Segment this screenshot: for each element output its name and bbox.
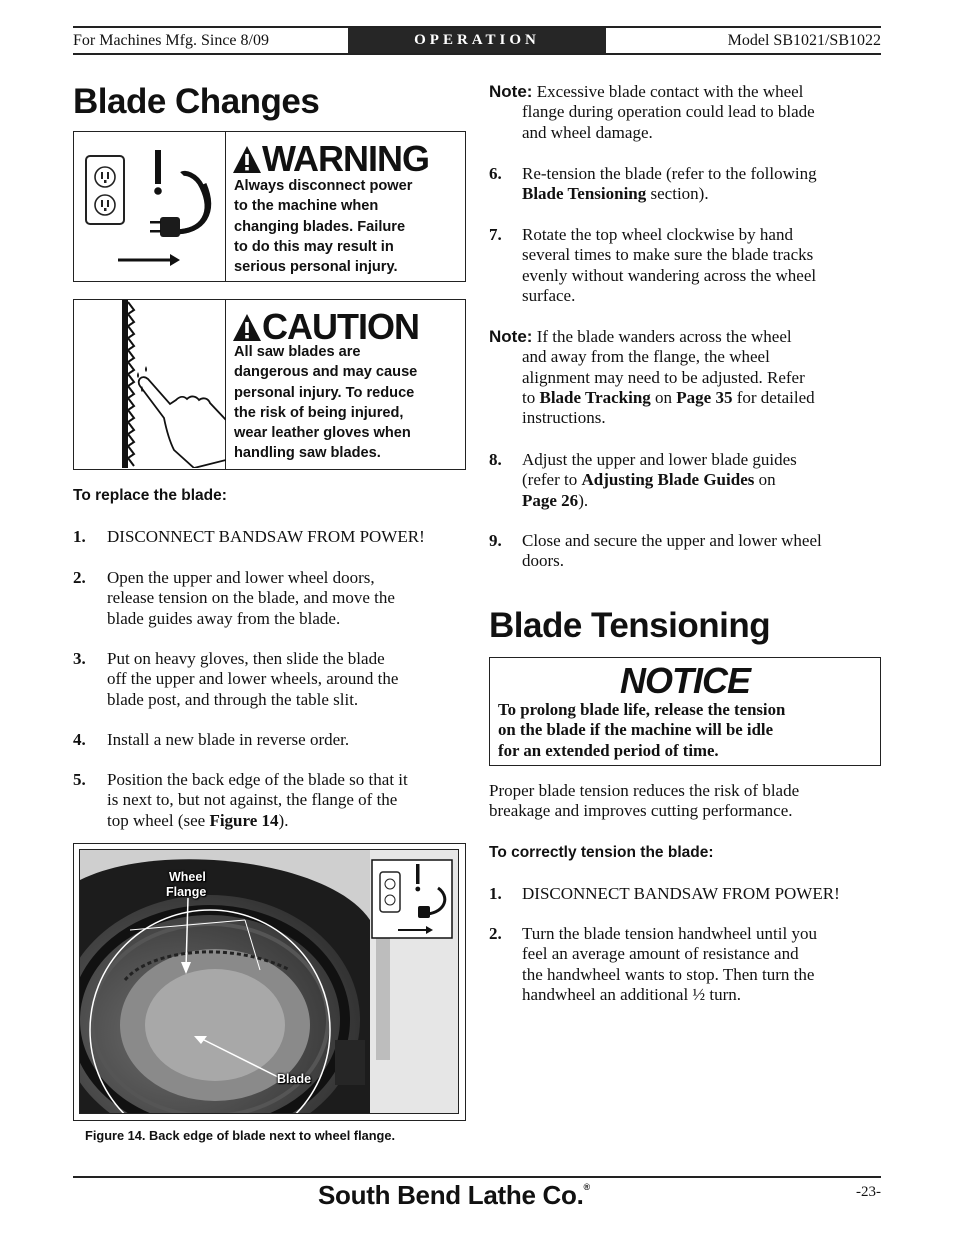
page-number: -23- [856, 1184, 881, 1200]
tension-blade-subheading: To correctly tension the blade: [489, 844, 714, 861]
section-title-blade-tensioning: Blade Tensioning [489, 606, 771, 645]
notice-text: To prolong blade life, release the tension on the blade if the machine will be idle for an extended period of time. [498, 700, 786, 760]
blade-tracking-reference[interactable]: Blade Tracking [539, 387, 651, 407]
header-section-title: OPERATION [348, 28, 606, 53]
figure-14-reference[interactable]: Figure 14 [209, 810, 279, 830]
figure-14-photo [79, 849, 459, 1114]
section-title-blade-changes: Blade Changes [73, 82, 320, 121]
page-26-reference[interactable]: Page 26 [522, 490, 579, 510]
footer-brand-logo: South Bend Lathe Co.® [318, 1180, 590, 1210]
label-flange: Flange [166, 885, 207, 899]
replace-blade-subheading: To replace the blade: [73, 487, 227, 504]
footer-rule [73, 1176, 881, 1178]
figure-14 [73, 843, 466, 1121]
warning-triangle-icon [232, 145, 262, 174]
caution-triangle-icon [232, 313, 262, 342]
note-blade-contact: Note: Excessive blade contact with the wheel flange during operation could lead to blade and wheel damage. [489, 82, 815, 142]
page-header [73, 26, 881, 55]
caution-text: All saw blades are dangerous and may cause personal injury. To reduce the risk of being injured, wear leather gloves when handling saw blades. [234, 344, 418, 462]
unplug-warning-icon [74, 132, 226, 281]
saw-blade-glove-icon [74, 300, 226, 469]
notice-box [489, 657, 881, 766]
tension-intro: Proper blade tension reduces the risk of blade breakage and improves cutting performance. [489, 781, 800, 821]
page-35-reference[interactable]: Page 35 [676, 387, 733, 407]
label-wheel: Wheel [169, 870, 206, 884]
warning-heading: WARNING [232, 138, 429, 180]
header-model: Model SB1021/SB1022 [727, 32, 881, 49]
caution-heading: CAUTION [232, 306, 419, 348]
figure-14-caption: Figure 14. Back edge of blade next to wheel flange. [85, 1128, 396, 1143]
notice-heading: NOTICE [619, 660, 750, 701]
adjusting-blade-guides-reference[interactable]: Adjusting Blade Guides [581, 470, 755, 490]
label-blade: Blade [277, 1072, 312, 1086]
header-machines-date: For Machines Mfg. Since 8/09 [73, 32, 269, 49]
warning-text: Always disconnect power to the machine when changing blades. Failure to do this may result in serious personal injury. [234, 178, 413, 276]
caution-box [73, 299, 466, 470]
blade-tensioning-reference[interactable]: Blade Tensioning [522, 184, 647, 204]
note-blade-wander: Note: If the blade wanders across the wheel and away from the flange, the wheel alignment may need to be adjusted. Refer to Blade Tracking on Page 35 for detailed instructions. [489, 327, 815, 428]
warning-box [73, 131, 466, 282]
